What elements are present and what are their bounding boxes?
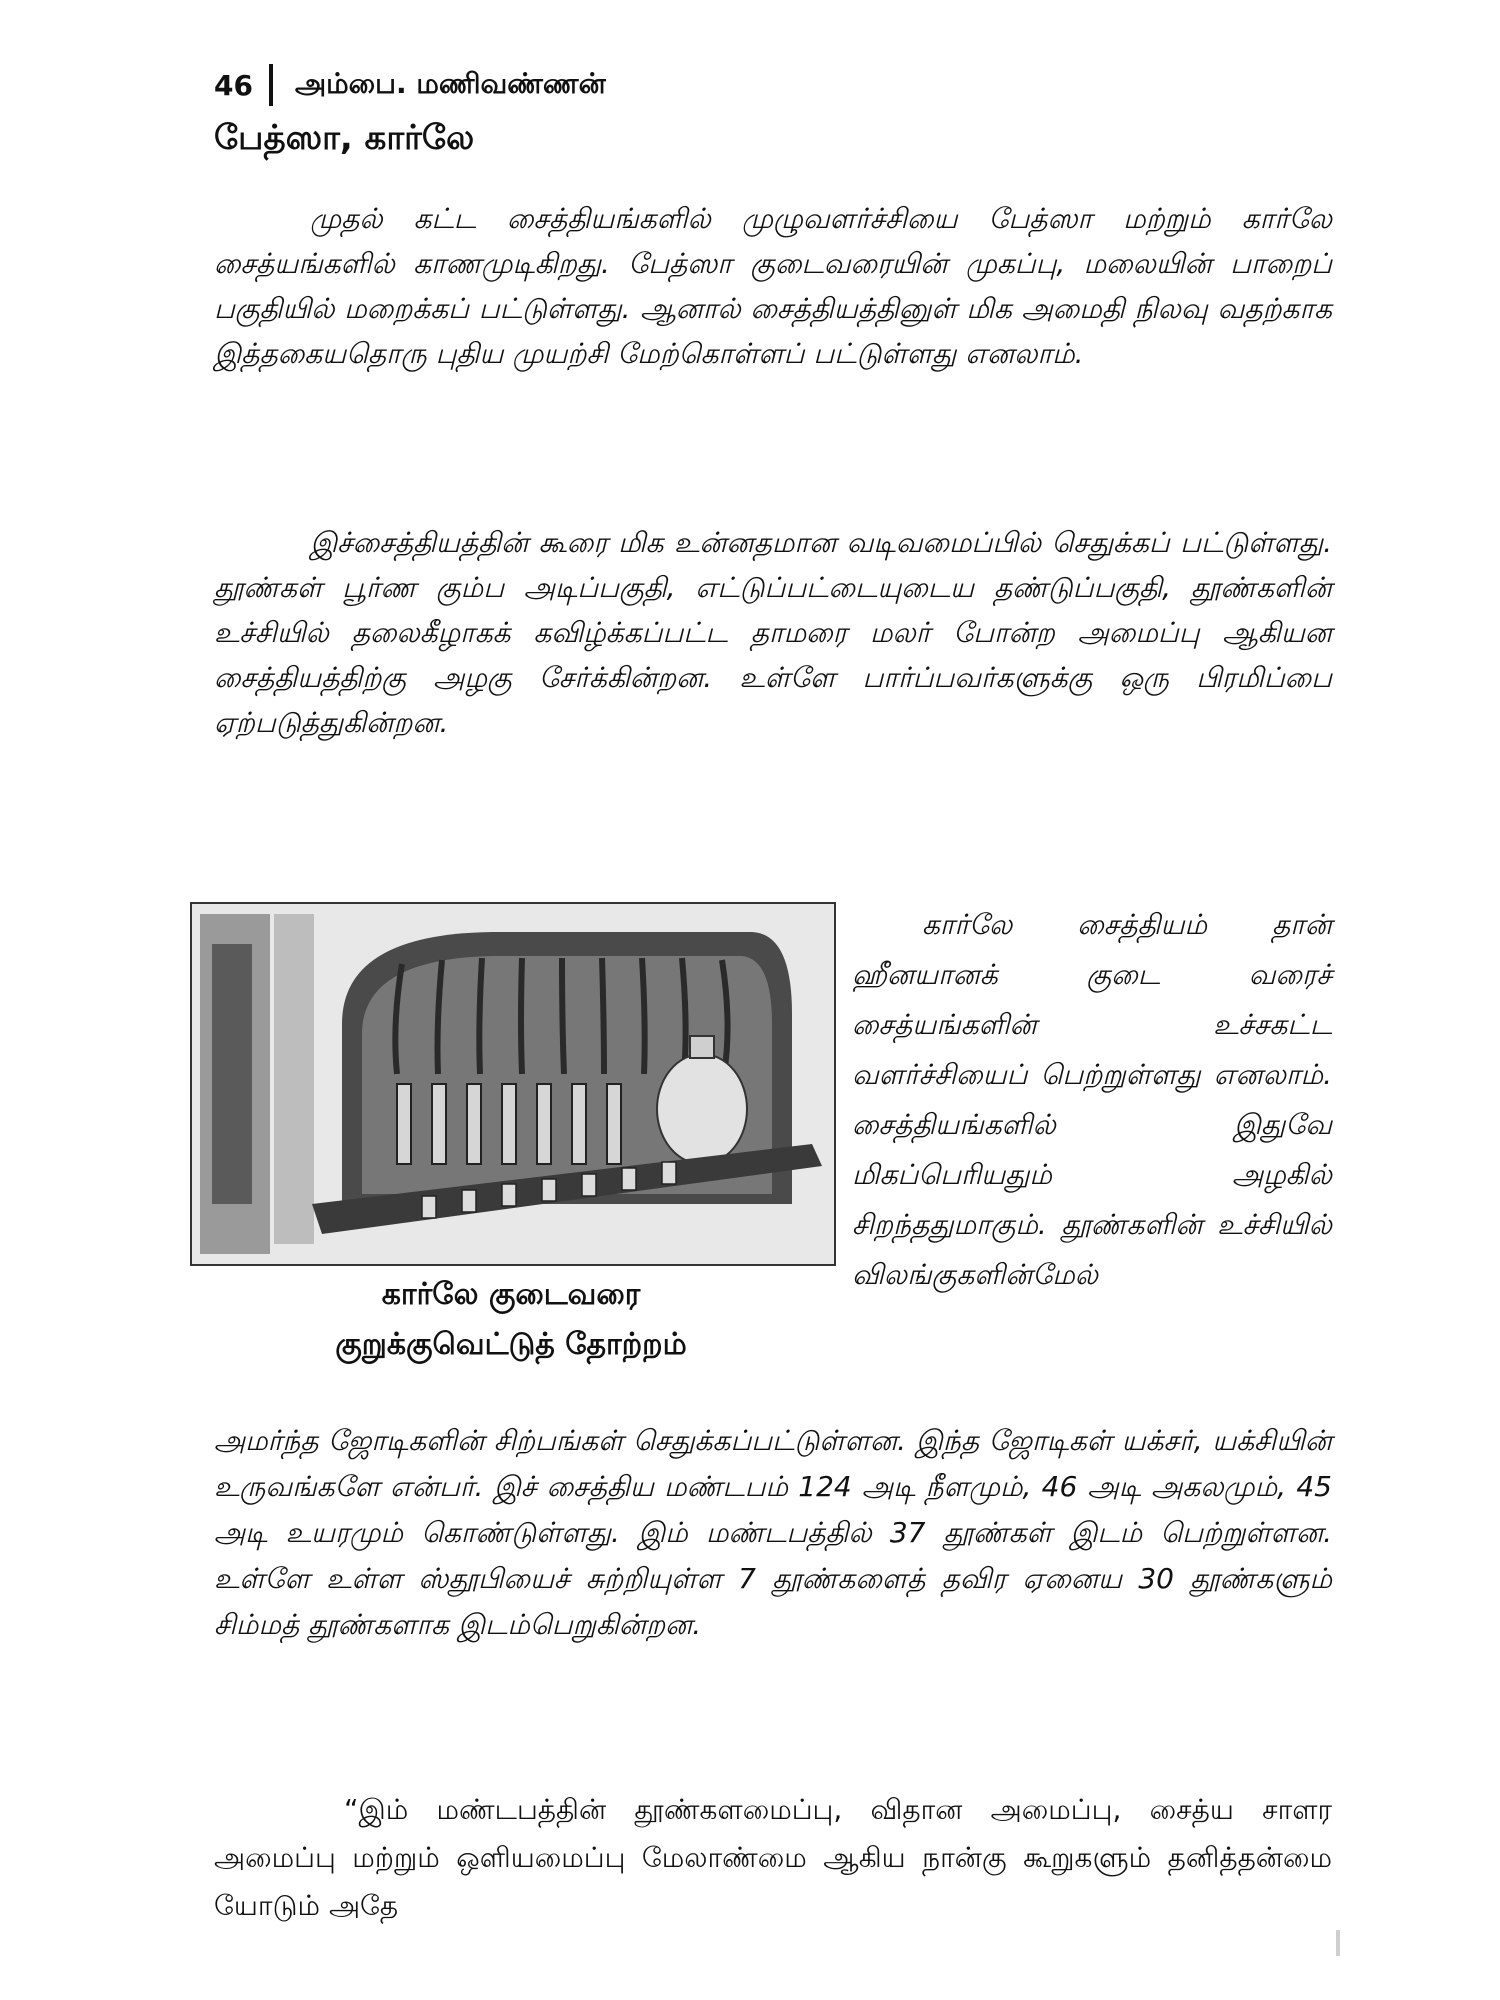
header-divider — [269, 64, 273, 106]
side-paragraph: கார்லே சைத்தியம் தான் ஹீனயானக் குடை வரைச் சைத்யங்களின் உச்சகட்ட வளர்ச்சியைப் பெற்றுள்ளது எனலாம். சைத்தியங்களில் இதுவே மிகப்பெரியதும் அழகில் சிறந்ததுமாகும். தூண்களின் உச்சியில் விலங்குகளின்மேல் — [852, 908, 1332, 1291]
page-number: 46 — [214, 68, 253, 102]
cave-illustration — [192, 904, 834, 1264]
paragraph-2: இச்சைத்தியத்தின் கூரை மிக உன்னதமான வடிவமைப்பில் செதுக்கப் பட்டுள்ளது. தூண்கள் பூர்ண கும்ப அடிப்பகுதி, எட்டுப்பட்டையுடைய தண்டுப்பகுதி, தூண்களின் உச்சியில் தலைகீழாகக் கவிழ்க்கப்பட்ட தாமரை மலர் போன்ற அமைப்பு ஆகியன சைத்தியத்திற்கு அழகு சேர்க்கின்றன. உள்ளே பார்ப்பவர்களுக்கு ஒரு பிரமிப்பை ஏற்படுத்துகின்றன. — [214, 526, 1332, 739]
paragraph-1: முதல் கட்ட சைத்தியங்களில் முழுவளர்ச்சியை பேத்ஸா மற்றும் கார்லே சைத்யங்களில் காணமுடிகிறது. பேத்ஸா குடைவரையின் முகப்பு, மலையின் பாறைப் பகுதியில் மறைக்கப் பட்டுள்ளது. ஆனால் சைத்தியத்தினுள் மிக அமைதி நிலவு வதற்காக இத்தகையதொரு புதிய முயற்சி மேற்கொள்ளப் பட்டுள்ளது எனலாம். — [214, 202, 1332, 370]
section-title: பேத்ஸா, கார்லே — [214, 118, 475, 158]
caption-line-2: குறுக்குவெட்டுத் தோற்றம் — [335, 1327, 687, 1362]
paragraph-4: “இம் மண்டபத்தின் தூண்களமைப்பு, விதான அமைப்பு, சைத்ய சாளர அமைப்பு மற்றும் ஒளியமைப்பு மேலாண்மை ஆகிய நான்கு கூறுகளும் தனித்தன்மை யோடும் அதே — [214, 1793, 1332, 1922]
figure-caption — [190, 1270, 832, 1370]
page-header — [214, 62, 606, 108]
scan-artifact — [1336, 1930, 1340, 1956]
paragraph-3: அமர்ந்த ஜோடிகளின் சிற்பங்கள் செதுக்கப்பட்டுள்ளன. இந்த ஜோடிகள் யக்சர், யக்சியின் உருவங்களே என்பர். இச் சைத்திய மண்டபம் 124 அடி நீளமும், 46 அடி அகலமும், 45 அடி உயரமும் கொண்டுள்ளது. இம் மண்டபத்தில் 37 தூண்கள் இடம் பெற்றுள்ளன. உள்ளே உள்ள ஸ்தூபியைச் சுற்றியுள்ள 7 தூண்களைத் தவிர ஏனைய 30 தூண்களும் சிம்மத் தூண்களாக இடம்பெறுகின்றன. — [214, 1424, 1332, 1641]
running-title: அம்பை. மணிவண்ணன் — [294, 66, 606, 100]
caption-line-1: கார்லே குடைவரை — [381, 1277, 641, 1312]
karle-cave-cross-section-image — [190, 902, 836, 1266]
